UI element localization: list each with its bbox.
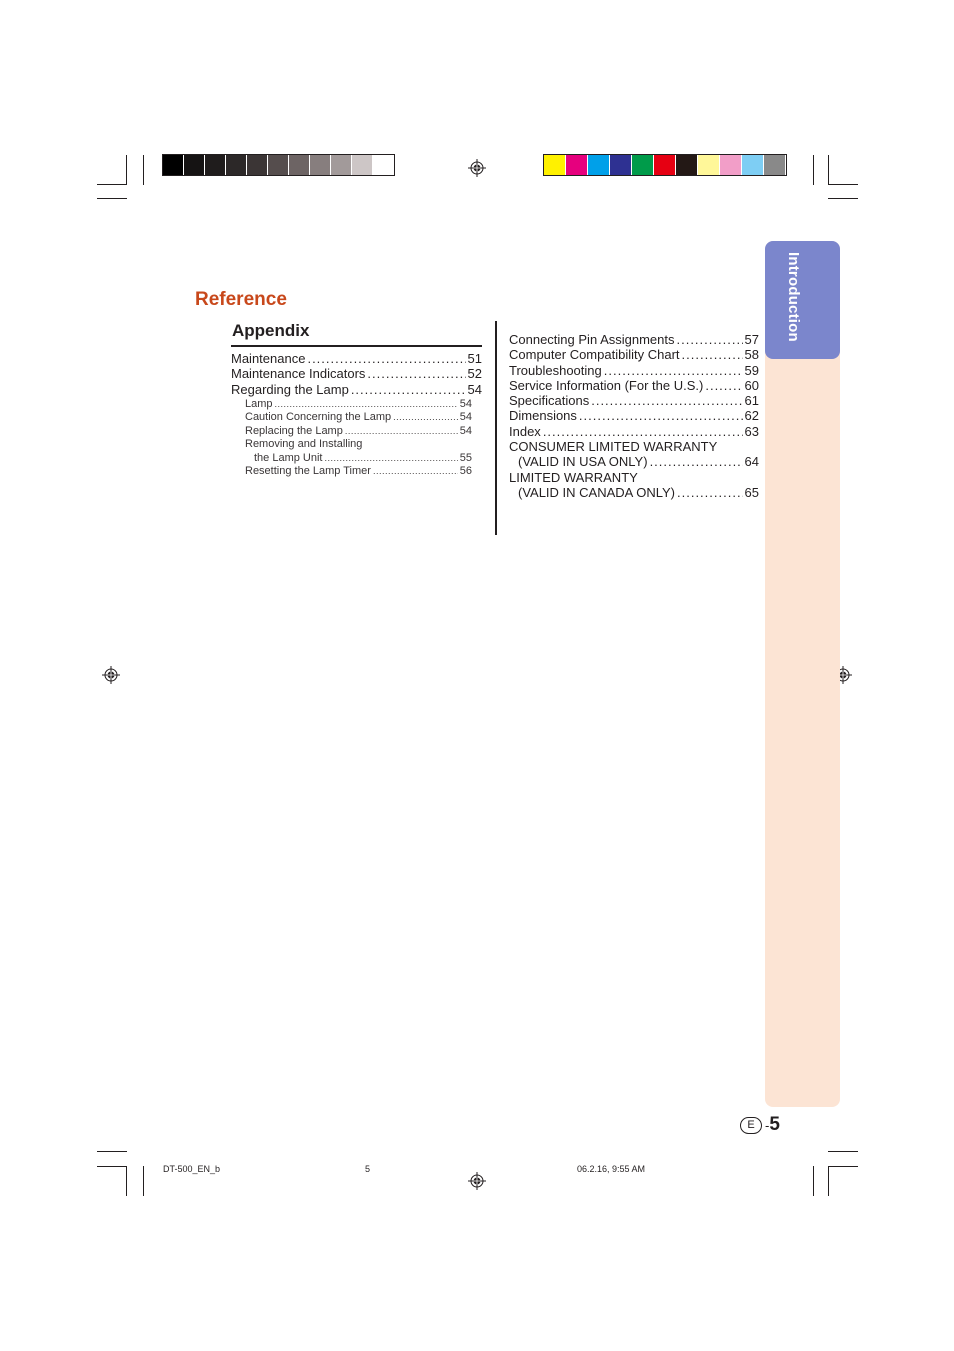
- color-swatch: [226, 155, 247, 175]
- color-swatch: [163, 155, 184, 175]
- crop-mark: [126, 1166, 127, 1196]
- toc-entry[interactable]: Specifications ..... 61: [509, 393, 759, 408]
- registration-mark-icon: [468, 1172, 486, 1190]
- toc-subentry[interactable]: Replacing the Lamp ..... 54: [245, 425, 472, 439]
- toc-entry[interactable]: Regarding the Lamp ..... 54: [231, 382, 482, 397]
- page-number-separator: -: [765, 1117, 770, 1133]
- toc-entry-line: LIMITED WARRANTY: [509, 469, 638, 485]
- toc-subentry-line: Removing and Installing: [245, 438, 363, 451]
- footer-page: 5: [365, 1164, 371, 1174]
- crop-mark: [828, 198, 858, 199]
- color-swatch: [742, 155, 764, 175]
- toc-subentry[interactable]: Caution Concerning the Lamp ..... 54: [245, 411, 472, 425]
- footer-file: DT-500_EN_b: [163, 1164, 221, 1174]
- toc-entry[interactable]: Computer Compatibility Chart ..... 58: [509, 347, 759, 362]
- toc-subentry[interactable]: the Lamp Unit ..... 55: [245, 452, 472, 466]
- crop-mark: [126, 155, 127, 185]
- toc-entry[interactable]: (VALID IN USA ONLY) ..... 64: [509, 454, 759, 469]
- side-tab-label: Introduction: [785, 252, 802, 342]
- crop-mark: [828, 1166, 829, 1196]
- heading-rule: [231, 345, 482, 347]
- color-swatch: [632, 155, 654, 175]
- side-tab-background: [765, 241, 840, 1107]
- crop-mark: [813, 155, 814, 185]
- toc-entry[interactable]: Troubleshooting ..... 59: [509, 363, 759, 378]
- crop-mark: [828, 1166, 858, 1167]
- toc-entry[interactable]: Maintenance ..... 51: [231, 351, 482, 366]
- color-swatch: [289, 155, 310, 175]
- color-swatch: [184, 155, 205, 175]
- crop-mark: [828, 155, 829, 185]
- crop-mark: [143, 155, 144, 185]
- registration-mark-icon: [102, 666, 120, 684]
- color-swatch: [764, 155, 786, 175]
- color-swatch: [544, 155, 566, 175]
- page-prefix-badge: E: [740, 1117, 762, 1134]
- left-toc: [231, 351, 482, 479]
- toc-entry[interactable]: Connecting Pin Assignments ..... 57: [509, 332, 759, 347]
- color-swatch: [698, 155, 720, 175]
- color-calibration-bar: [544, 155, 786, 175]
- crop-mark: [813, 1166, 814, 1196]
- crop-mark: [97, 1151, 127, 1152]
- section-heading: Reference: [195, 289, 287, 310]
- crop-mark: [97, 184, 127, 185]
- page-number-value: 5: [769, 1114, 780, 1135]
- registration-mark-icon: [468, 159, 486, 177]
- color-swatch: [566, 155, 588, 175]
- color-swatch: [654, 155, 676, 175]
- color-swatch: [373, 155, 394, 175]
- color-swatch: [720, 155, 742, 175]
- toc-subentry[interactable]: Resetting the Lamp Timer ..... 56: [245, 465, 472, 479]
- footer-timestamp: 06.2.16, 9:55 AM: [577, 1164, 646, 1174]
- toc-entry[interactable]: (VALID IN CANADA ONLY) ..... 65: [509, 485, 759, 500]
- color-swatch: [352, 155, 373, 175]
- crop-mark: [828, 1151, 858, 1152]
- page-number: [740, 1114, 780, 1136]
- color-swatch: [268, 155, 289, 175]
- color-swatch: [588, 155, 610, 175]
- toc-entry-line: CONSUMER LIMITED WARRANTY: [509, 439, 718, 455]
- grayscale-calibration-bar: [163, 155, 394, 175]
- crop-mark: [97, 198, 127, 199]
- color-swatch: [205, 155, 226, 175]
- color-swatch: [247, 155, 268, 175]
- crop-mark: [143, 1166, 144, 1196]
- color-swatch: [331, 155, 352, 175]
- toc-entry[interactable]: Dimensions ..... 62: [509, 408, 759, 423]
- crop-mark: [97, 1166, 127, 1167]
- column-divider: [495, 321, 497, 535]
- toc-subentry[interactable]: Lamp ..... 54: [245, 398, 472, 412]
- crop-mark: [828, 184, 858, 185]
- color-swatch: [610, 155, 632, 175]
- subsection-heading: Appendix: [232, 321, 310, 340]
- toc-entry[interactable]: Index ..... 63: [509, 424, 759, 439]
- color-swatch: [310, 155, 331, 175]
- toc-entry[interactable]: Maintenance Indicators ..... 52: [231, 366, 482, 381]
- color-swatch: [676, 155, 698, 175]
- right-toc: [509, 332, 759, 500]
- toc-entry[interactable]: Service Information (For the U.S.) ..... 60: [509, 378, 759, 393]
